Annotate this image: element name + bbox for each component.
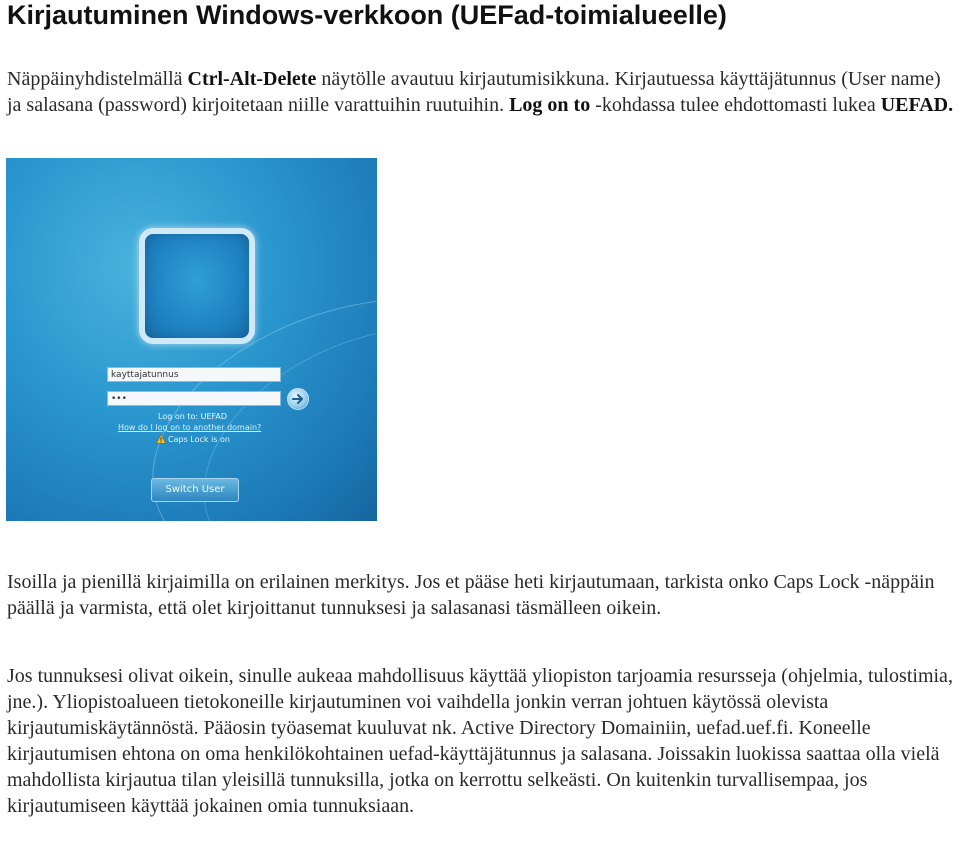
user-avatar-frame	[139, 228, 255, 344]
password-field[interactable]: •••	[107, 391, 281, 406]
intro-bold-logon: Log on to	[509, 94, 591, 116]
warning-icon	[156, 434, 166, 444]
intro-text-1: Näppäinyhdistelmällä	[7, 68, 188, 90]
page-title: Kirjautuminen Windows-verkkoon (UEFad-toimialueelle)	[7, 0, 727, 30]
submit-arrow-button[interactable]	[287, 388, 309, 410]
logon-to-label: Log on to: UEFAD	[158, 412, 228, 421]
intro-bold-shortcut: Ctrl-Alt-Delete	[187, 68, 317, 90]
arrow-right-icon	[288, 389, 308, 409]
intro-text-2: näytölle avautuu kirjautumisikkuna. Kirjautuessa käyttäjätunnus (User name) ja salasana (password) kirjoitetaan niille varattuihin ruutuihin.	[7, 68, 941, 116]
caps-lock-warning: Caps Lock is on	[168, 435, 230, 444]
intro-text-3: -kohdassa tulee ehdottomasti lukea	[590, 94, 881, 116]
login-screenshot	[6, 158, 377, 521]
intro-bold-uefad: UEFAD.	[880, 94, 954, 116]
case-sensitivity-paragraph: Isoilla ja pienillä kirjaimilla on erilainen merkitys. Jos et pääse heti kirjautumaan, tarkista onko Caps Lock -näppäin päällä ja varmista, että olet kirjoittanut tunnuksesi ja salasanasi täsmälleen oikein.	[7, 571, 935, 619]
intro-paragraph	[7, 66, 955, 118]
username-field[interactable]: kayttajatunnus	[107, 367, 281, 382]
switch-user-button[interactable]: Switch User	[151, 478, 239, 502]
resources-paragraph: Jos tunnuksesi olivat oikein, sinulle aukeaa mahdollisuus käyttää yliopiston tarjoamia resursseja (ohjelmia, tulostimia, jne.). Yliopistoalueen tietokoneille kirjautuminen voi vaihdella jonkin verran johtuen käytössä olevista kirjautumiskäytännöstä. Pääosin työasemat kuuluvat nk. Active Directory Domainiin, uefad.uef.fi. Koneelle kirjautumisen ehtona on oma henkilökohtainen uefad-käyttäjätunnus ja salasana. Joissakin luokissa saattaa olla vielä mahdollista kirjautua tilan yleisillä tunnuksilla, jotka on kerrottu selkeästi. On kuitenkin turvallisempaa, jos kirjautumiseen käyttää jokainen omia tunnuksiaan.	[7, 665, 953, 817]
other-domain-link[interactable]: How do I log on to another domain?	[118, 423, 262, 432]
